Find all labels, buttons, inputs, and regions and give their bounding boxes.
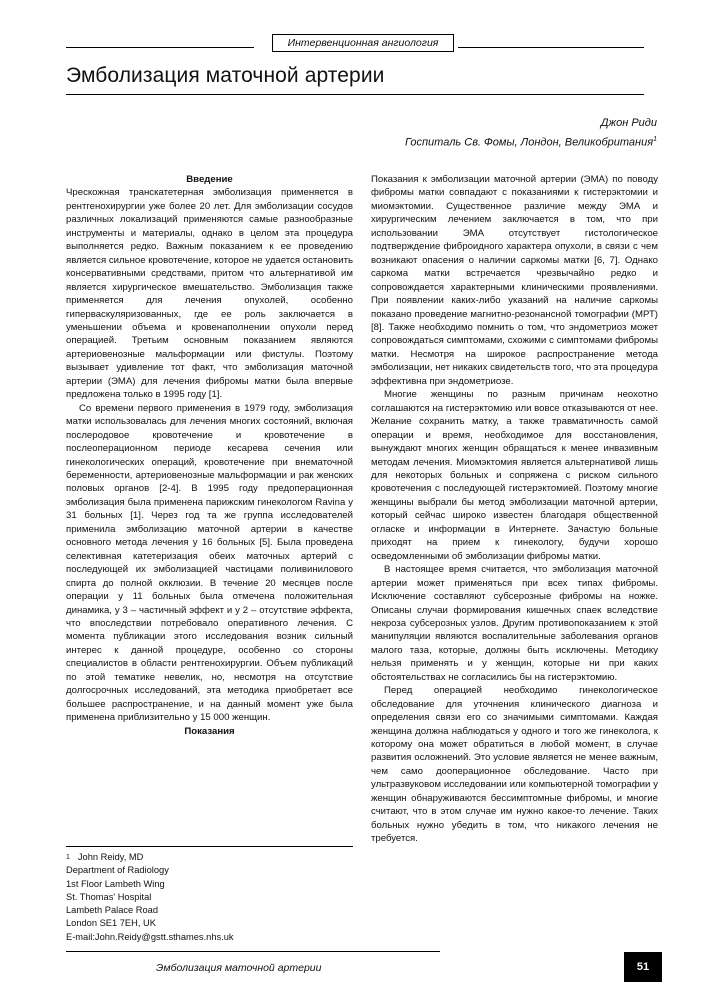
left-column	[66, 173, 353, 738]
footnote-line: 1st Floor Lambeth Wing	[66, 878, 165, 889]
footnote	[66, 851, 353, 944]
indications-paragraph-4: Перед операцией необходимо гинекологическое обследование для уточнения клинического диагноза и определения связи его со значимыми симптомами. Каждая женщина должна наблюдаться у одного и того же гинеколога, к которому она может обратиться в любой момент, в случае развития осложнений. Это условие является не менее важным, чем само дооперационное обследование. Часто при ультразвуковом исследовании или компьютерной томографии у женщин обнаруживаются бессимптомные фибромы, и многие считают, что в этом случае им нужно какое-то лечение. Таких больных нужно убедить в том, что никакого лечения не требуется.	[371, 685, 658, 845]
indications-paragraph-1: Показания к эмболизации маточной артерии (ЭМА) по поводу фибромы матки совпадают с показаниями к гистерэктомии и миомэктомии. Существенное различие между ЭМА и хирургическим лечением заключается в том, что при использовании ЭМА отсутствует гистологическое подтверждение фиброидного характера опухоли, в связи с чем возникают опасения о наличии саркомы матки [6, 7]. Однако саркома матки встречается чрезвычайно редко и сопровождается характерными клиническими проявлениями. При появлении каких-либо указаний на наличие саркомы показано проведение магнитно-резонансной томографии (МРТ) [8]. Также необходимо помнить о том, что эндометриоз может сопровождаться симптомами, схожими с симптомами фибромы матки. Несмотря на широкое распространение метода эмболизации, нет никаких свидетельств того, что эта процедура эффективна при эндометриозе.	[371, 174, 658, 387]
footnote-line	[66, 851, 353, 864]
affiliation-footnote-mark: 1	[653, 136, 657, 143]
footnote-line: Department of Radiology	[66, 865, 169, 876]
footnote-author: John Reidy, MD	[77, 852, 144, 862]
author-affiliation	[405, 136, 657, 149]
indications-paragraph-2: Многие женщины по разным причинам неохотно соглашаются на гистерэктомию или вовсе отказываются от нее. Желание сохранить матку, а также травматичность самой операции и время, необходимое для восстановления, вынуждают многих женщин обращаться к менее инвазивным методам лечения. Миомэктомия является альтернативой лишь для некоторых больных и сопряжена с риском сильного кровотечения с последующей гистерэктомией. Поэтому многие женщины выбрали бы метод эмболизации маточной артерии, который сейчас широко известен благодаря общественной огласке и информации в Интернете. Зачастую больные приходят на прием к гинекологу, будучи хорошо осведомленными об эмболизации фибромы матки.	[371, 389, 658, 562]
section-label: Интервенционная ангиология	[272, 34, 454, 52]
footnote-email[interactable]: E-mail:John.Reidy@gstt.sthames.nhs.uk	[66, 931, 234, 942]
right-column	[371, 173, 658, 846]
footnote-line: Lambeth Palace Road	[66, 905, 158, 916]
footer-rule	[66, 951, 440, 952]
page-number: 51	[624, 952, 662, 982]
affiliation-text: Госпиталь Св. Фомы, Лондон, Великобритания	[405, 136, 654, 149]
heading-introduction: Введение	[186, 174, 233, 185]
intro-paragraph-2: Со времени первого применения в 1979 году, эмболизация матки использовалась для лечения многих состояний, включая послеродовое кровотечение и кровотечение в послеоперационном периоде кесарева сечения или гинекологических операций, кровотечение при внематочной беременности, артериовенозные мальформации и рак женских половых органов [2-4]. В 1995 году предоперационная эмболизация была применена парижским гинекологом Ravina у 31 больных [1]. Через год та же группа исследователей применила эмболизацию маточной артерии в качестве основного метода лечения у 16 больных [5]. Была проведена селективная катетеризация обеих маточных артерий с последующей их эмболизацией частицами поливинилового спирта до полной окклюзии. В течение 20 месяцев после операции у 11 больных была отмечена положительная динамика, у 3 – частичный эффект и у 2 – отсутствие эффекта, что впоследствии потребовало оперативного лечения. С момента публикации этого исследования возник сильный интерес к данной процедуре, особенно со стороны специалистов в области рентгенохирургии. Объем публикаций по этой тематике невелик, но, несмотря на отсутствие долгосрочных исследований, эта методика приобретает все большее распространение, и на данный момент уже была применена приблизительно у 15 000 женщин.	[66, 402, 353, 724]
indications-paragraph-3: В настоящее время считается, что эмболизация маточной артерии может применяться при всех типах фибромы. Исключение составляют субсерозные фибромы на ножке. Описаны случаи формирования кишечных спаек вследствие некроза субсерозных узлов. Другим противопоказанием к этой манипуляции являются воспалительные заболевания органов малого таза, которые, должны быть исключены. Методику нельзя применять и у женщин, которые ни при каких обстоятельствах не согласились бы на гистерэктомию.	[371, 564, 658, 683]
footnote-line: St. Thomas' Hospital	[66, 891, 152, 902]
intro-paragraph-1: Чрескожная транскатетерная эмболизация применяется в рентгенохирургии уже более 20 лет. Для эмболизации сосудов различных локализаций применяются самые разнообразные инструменты и материалы, однако в целом эта процедура выполняется редко. Важным показанием к ее проведению является сильное кровотечение, которое не удается остановить консервативными средствами, притом что альтернативой им является хирургическое вмешательство. Эмболизация также применяется для лечения опухолей, особенно гиперваскуляризованных, где ее роль заключается в уменьшении объема и кровенаполнении опухоли перед операцией. Третьим основным показанием являются артериовенозные мальформации или фистулы. Поэтому вызывает удивление тот факт, что эмболизация маточной артерии (ЭМА) для лечения фибромы матки была впервые предложена только в 1995 году [1].	[66, 187, 353, 401]
running-title: Эмболизация маточной артерии	[156, 962, 322, 974]
title-rule	[66, 94, 644, 95]
footnote-line: London SE1 7EH, UK	[66, 918, 156, 929]
footnote-rule	[66, 846, 353, 847]
article-title: Эмболизация маточной артерии	[66, 64, 385, 87]
header-rule-right	[458, 47, 644, 48]
footnote-mark: 1	[66, 854, 70, 861]
author-name: Джон Риди	[600, 117, 657, 129]
header-rule-left	[66, 47, 254, 48]
heading-indications: Показания	[184, 725, 235, 737]
